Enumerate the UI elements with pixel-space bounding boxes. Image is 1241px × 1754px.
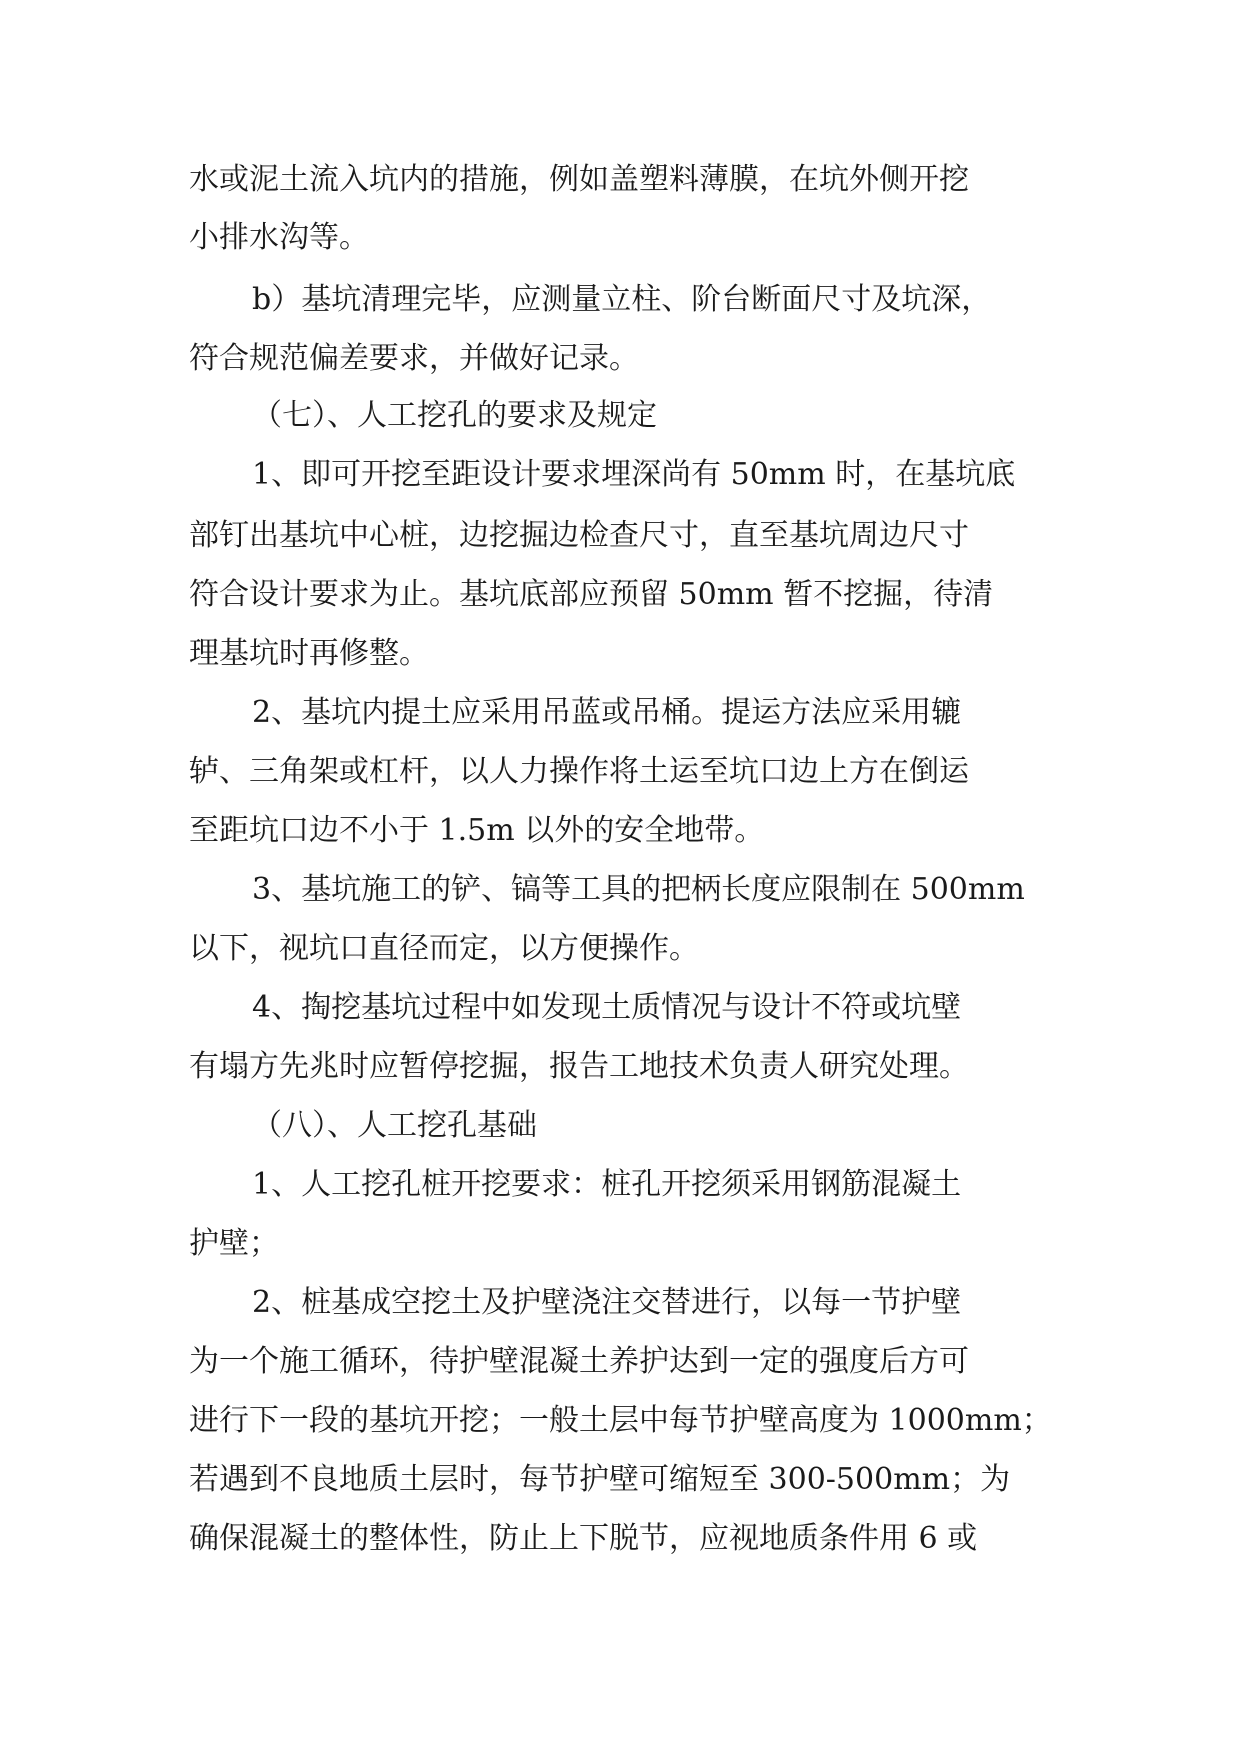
text-line: 小排水沟等。 <box>189 220 369 255</box>
text-line: 确保混凝土的整体性，防止上下脱节，应视地质条件用 6 或 <box>189 1521 978 1556</box>
text-line: 4、掏挖基坑过程中如发现土质情况与设计不符或坑壁 <box>252 990 962 1025</box>
text-line: 1、即可开挖至距设计要求埋深尚有 50mm 时，在基坑底 <box>252 457 1016 492</box>
text-line: 符合设计要求为止。基坑底部应预留 50mm 暂不挖掘，待清 <box>189 577 994 612</box>
text-line: 水或泥土流入坑内的措施，例如盖塑料薄膜，在坑外侧开挖 <box>189 162 969 197</box>
text-line: 部钉出基坑中心桩，边挖掘边检查尺寸，直至基坑周边尺寸 <box>189 518 969 553</box>
text-line: 以下，视坑口直径而定，以方便操作。 <box>189 931 699 966</box>
section-heading: （七）、人工挖孔的要求及规定 <box>252 398 657 433</box>
text-line: 理基坑时再修整。 <box>189 636 429 671</box>
text-line: 若遇到不良地质土层时，每节护壁可缩短至 300-500mm；为 <box>189 1462 1011 1497</box>
text-line: 至距坑口边不小于 1.5m 以外的安全地带。 <box>189 813 765 848</box>
text-line: 为一个施工循环，待护壁混凝土养护达到一定的强度后方可 <box>189 1344 969 1379</box>
section-heading: （八）、人工挖孔基础 <box>252 1108 537 1143</box>
text-line: 2、桩基成空挖土及护壁浇注交替进行，以每一节护壁 <box>252 1285 962 1320</box>
text-line: 轳、三角架或杠杆，以人力操作将土运至坑口边上方在倒运 <box>189 754 969 789</box>
text-line: 符合规范偏差要求，并做好记录。 <box>189 341 639 376</box>
text-line: 进行下一段的基坑开挖；一般土层中每节护壁高度为 1000mm； <box>189 1403 1052 1438</box>
text-line: 有塌方先兆时应暂停挖掘，报告工地技术负责人研究处理。 <box>189 1049 969 1084</box>
text-line: 1、人工挖孔桩开挖要求：桩孔开挖须采用钢筋混凝土 <box>252 1167 962 1202</box>
text-line: 3、基坑施工的铲、镐等工具的把柄长度应限制在 500mm <box>252 872 1025 907</box>
text-line: 2、基坑内提土应采用吊蓝或吊桶。提运方法应采用辘 <box>252 695 962 730</box>
text-line: b）基坑清理完毕，应测量立柱、阶台断面尺寸及坑深， <box>252 282 992 317</box>
text-line: 护壁； <box>189 1226 279 1261</box>
